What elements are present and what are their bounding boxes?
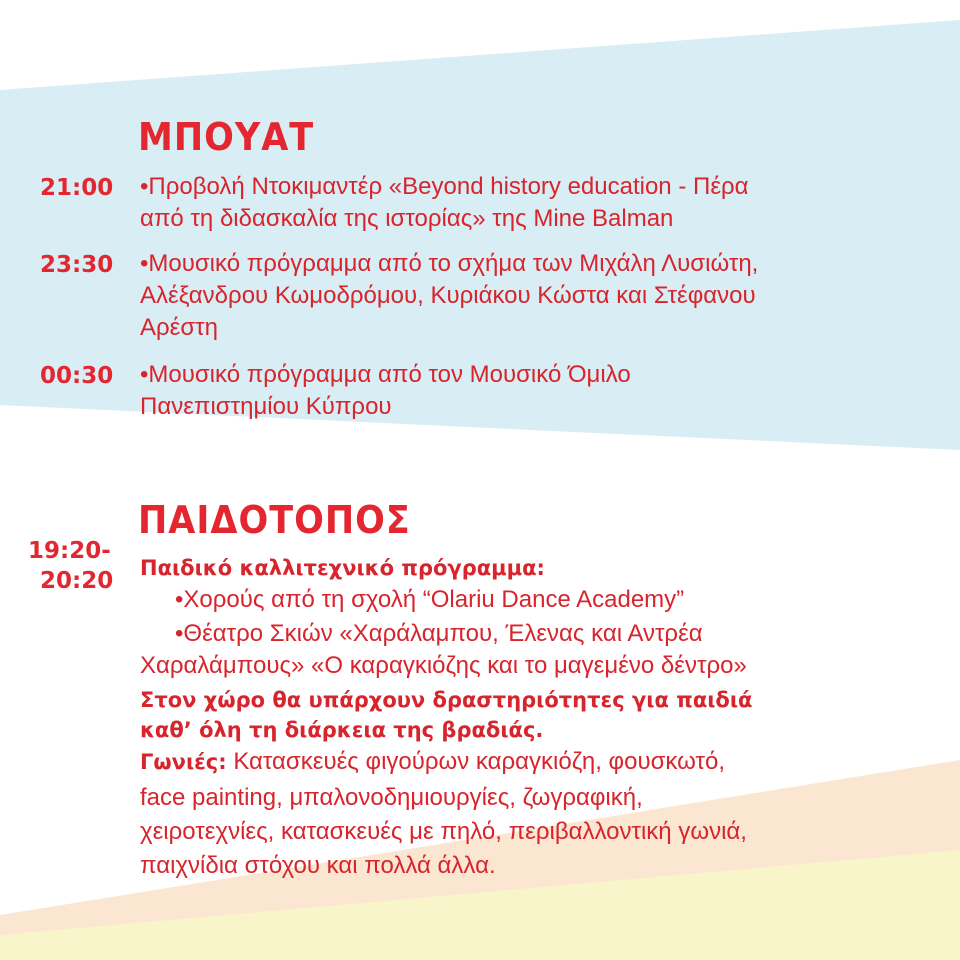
bouat-title: ΜΠΟΥΑΤ: [138, 116, 315, 160]
corners-label: Γωνιές:: [140, 750, 227, 774]
corners-line-2: face painting, μπαλονοδημιουργίες, ζωγραφική,: [140, 784, 643, 811]
corners-line-1: [140, 746, 725, 778]
time-bouat-2: 23:30: [40, 252, 114, 278]
time-paidotopos-start: 19:20-: [28, 538, 111, 564]
bullet-shadow-theatre: •Θέατρο Σκιών «Χαράλαμπου, Έλενας και Αντρέα: [175, 620, 703, 647]
corners-line-4: παιχνίδια στόχου και πολλά άλλα.: [140, 852, 496, 879]
corners-text-1: Κατασκευές φιγούρων καραγκιόζη, φουσκωτό,: [226, 748, 725, 775]
time-bouat-3: 00:30: [40, 363, 114, 389]
activities-line-2: καθ’ όλη τη διάρκεια της βραδιάς.: [140, 718, 544, 742]
bouat-item-2: [140, 248, 758, 344]
time-paidotopos-end: 20:20: [40, 568, 114, 594]
bouat-item-1: [140, 171, 749, 235]
activities-line-1: Στον χώρο θα υπάρχουν δραστηριότητες για παιδιά: [140, 688, 753, 712]
bouat-item-3: [140, 359, 631, 423]
time-bouat-1: 21:00: [40, 175, 114, 201]
bouat-item-1-line-1: •Προβολή Ντοκιμαντέρ «Beyond history education - Πέρα: [140, 173, 749, 200]
program-heading: Παιδικό καλλιτεχνικό πρόγραμμα:: [140, 556, 545, 580]
bullet-shadow-theatre-cont: Χαραλάμπους» «Ο καραγκιόζης και το μαγεμένο δέντρο»: [140, 652, 747, 679]
bouat-item-1-line-2: από τη διδασκαλία της ιστορίας» της Mine Balman: [140, 205, 674, 232]
corners-line-3: χειροτεχνίες, κατασκευές με πηλό, περιβαλλοντική γωνιά,: [140, 818, 747, 845]
bouat-item-3-line-2: Πανεπιστημίου Κύπρου: [140, 393, 392, 420]
bouat-item-3-line-1: •Μουσικό πρόγραμμα από τον Μουσικό Όμιλο: [140, 361, 631, 388]
bouat-item-2-line-3: Αρέστη: [140, 314, 218, 341]
bouat-item-2-line-2: Αλέξανδρου Κωμοδρόμου, Κυριάκου Κώστα και Στέφανου: [140, 282, 756, 309]
paidotopos-title: ΠΑΙΔΟΤΟΠΟΣ: [138, 499, 411, 543]
bouat-item-2-line-1: •Μουσικό πρόγραμμα από το σχήμα των Μιχάλη Λυσιώτη,: [140, 250, 759, 277]
bullet-dance-academy: •Χορούς από τη σχολή “Olariu Dance Academy”: [175, 586, 685, 613]
